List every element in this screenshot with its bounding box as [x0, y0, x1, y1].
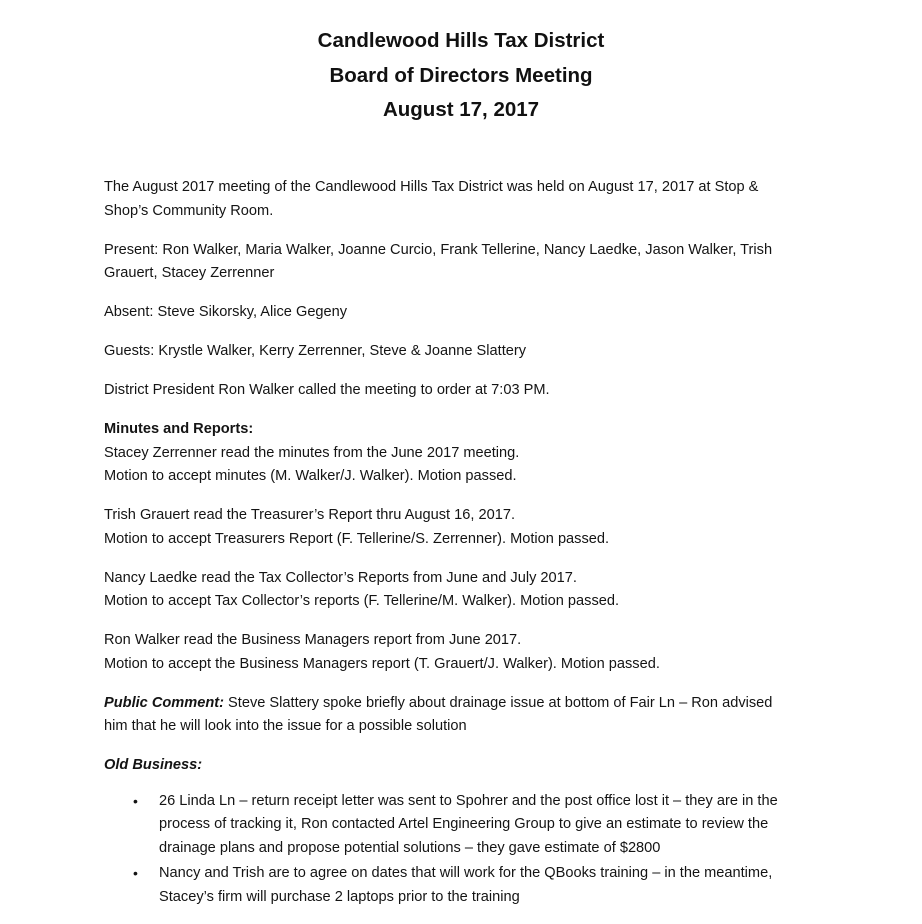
- treasurer-read-line: Trish Grauert read the Treasurer’s Report thru August 16, 2017.: [104, 507, 516, 523]
- call-to-order-paragraph: [104, 379, 824, 403]
- guests-paragraph: [104, 340, 824, 364]
- business-manager-paragraph: [104, 629, 824, 676]
- minutes-paragraph: [104, 418, 824, 489]
- old-business-item-line: Stacey’s firm will purchase 2 laptops prior to the training: [159, 888, 520, 905]
- tax-collector-motion-line: Motion to accept Tax Collector’s reports (F. Tellerine/M. Walker). Motion passed.: [104, 593, 620, 609]
- minutes-read-line: Stacey Zerrenner read the minutes from the June 2017 meeting.: [104, 444, 520, 461]
- document-body: [104, 176, 824, 911]
- treasurer-motion-line: Motion to accept Treasurers Report (F. Tellerine/S. Zerrenner). Motion passed.: [104, 530, 610, 547]
- present-paragraph: [104, 239, 824, 286]
- district-name-heading: Candlewood Hills Tax District: [317, 29, 605, 52]
- absent-paragraph: [104, 301, 824, 325]
- intro-line-1: The August 2017 meeting of the Candlewood Hills Tax District was held on August 17, 2017 at Stop &: [104, 179, 759, 195]
- public-comment-paragraph: [104, 692, 824, 739]
- old-business-list: [104, 790, 824, 910]
- business-manager-read-line: Ron Walker read the Business Managers report from June 2017.: [104, 632, 522, 648]
- guests-line: Guests: Krystle Walker, Kerry Zerrenner, Steve & Joanne Slattery: [104, 343, 527, 359]
- tax-collector-paragraph: [104, 567, 824, 614]
- intro-paragraph: [104, 176, 824, 223]
- absent-line: Absent: Steve Sikorsky, Alice Gegeny: [104, 304, 348, 320]
- public-comment-line-2: him that he will look into the issue for a possible solution: [104, 718, 467, 734]
- old-business-item-line: drainage plans and propose potential solutions – they gave estimate of $2800: [159, 839, 661, 856]
- old-business-heading-paragraph: [104, 754, 824, 778]
- intro-line-2: Shop’s Community Room.: [104, 202, 274, 219]
- public-comment-line-1: [104, 692, 824, 716]
- present-line-1: Present: Ron Walker, Maria Walker, Joanne Curcio, Frank Tellerine, Nancy Laedke, Jason Walker, Trish: [104, 241, 773, 258]
- minutes-reports-heading: Minutes and Reports:: [104, 421, 254, 437]
- treasurer-paragraph: [104, 504, 824, 551]
- meeting-date-heading: August 17, 2017: [382, 98, 540, 121]
- public-comment-text: Steve Slattery spoke briefly about drainage issue at bottom of Fair Ln – Ron advised: [224, 694, 773, 711]
- old-business-heading: Old Business:: [104, 757, 203, 773]
- bullet-icon: •: [133, 865, 138, 881]
- old-business-item-line: 26 Linda Ln – return receipt letter was sent to Spohrer and the post office lost it – they are in the: [159, 792, 778, 809]
- call-to-order-line: District President Ron Walker called the meeting to order at 7:03 PM.: [104, 382, 550, 398]
- minutes-motion-line: Motion to accept minutes (M. Walker/J. Walker). Motion passed.: [104, 468, 517, 484]
- document-title-block: [0, 24, 922, 128]
- business-manager-motion-line: Motion to accept the Business Managers report (T. Grauert/J. Walker). Motion passed.: [104, 655, 660, 672]
- old-business-item-line: Nancy and Trish are to agree on dates that will work for the QBooks training – in the meantime,: [159, 865, 773, 881]
- public-comment-label: Public Comment:: [104, 694, 224, 711]
- old-business-item-line: process of tracking it, Ron contacted Artel Engineering Group to give an estimate to review the: [159, 816, 769, 832]
- present-line-2: Grauert, Stacey Zerrenner: [104, 265, 275, 281]
- old-business-item: [133, 862, 824, 909]
- tax-collector-read-line: Nancy Laedke read the Tax Collector’s Reports from June and July 2017.: [104, 569, 577, 586]
- meeting-type-heading: Board of Directors Meeting: [329, 63, 593, 87]
- bullet-icon: •: [133, 792, 138, 809]
- old-business-item: [133, 790, 824, 861]
